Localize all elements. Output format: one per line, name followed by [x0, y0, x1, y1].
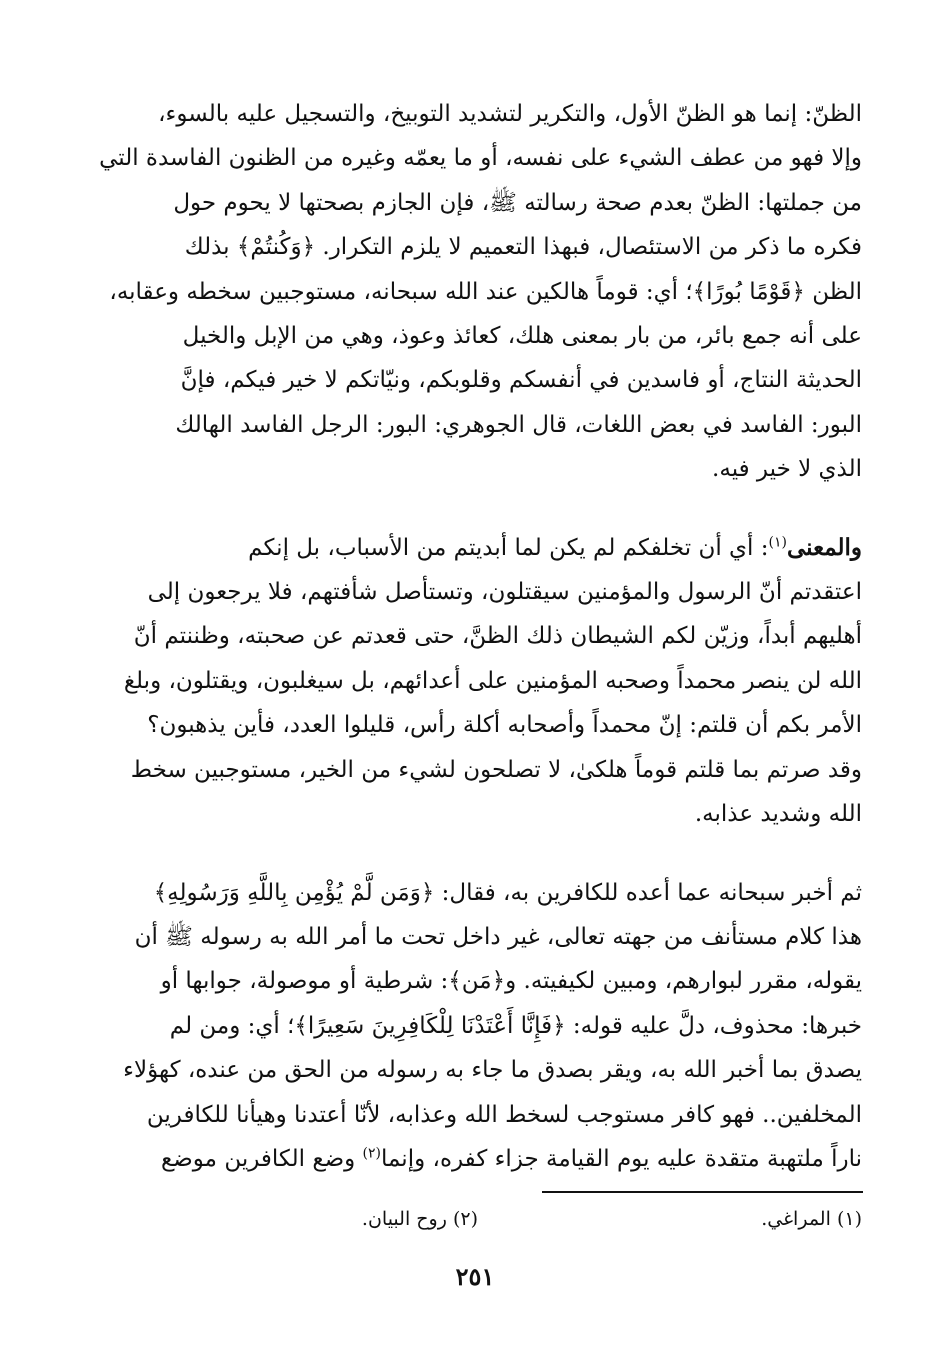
text-line: يصدق بما أخبر الله به، ويقر بصدق ما جاء به رسوله من الحق من عنده، كهؤلاء: [123, 1057, 862, 1084]
text-line: اعتقدتم أنّ الرسول والمؤمنين سيقتلون، وتستأصل شأفتهم، فلا يرجعون إلى: [147, 579, 862, 606]
text-line: فكره ما ذكر من الاستئصال، فبهذا التعميم لا يلزم التكرار. ﴿وَكُنتُمْ﴾ بذلك: [184, 234, 862, 261]
footnote-text: المراغي.: [761, 1208, 831, 1230]
text-line: ثم أخبر سبحانه عما أعده للكافرين به، فقال: ﴿وَمَن لَّمْ يُؤْمِن بِاللَّهِ وَرَسُولِهِ﴾: [153, 879, 862, 906]
text-line: وقد صرتم بما قلتم قوماً هلكىٰ، لا تصلحون لشيء من الخير، مستوجبين سخط: [130, 756, 862, 783]
footnote-ref: (١): [768, 534, 787, 550]
text-line: الله وشديد عذابه.: [694, 801, 862, 828]
paragraph-2: [90, 526, 862, 837]
text-line: المخلفين.. فهو كافر مستوجب لسخط الله وعذابه، لأنّا أعتدنا وهيأنا للكافرين: [146, 1101, 862, 1128]
text-line-first: [90, 526, 862, 570]
footnote-ref: (٢): [362, 1145, 381, 1162]
text-line: البور: الفاسد في بعض اللغات، قال الجوهري: البور: الرجل الفاسد الهالك: [175, 411, 862, 438]
text-line: الحديثة النتاج، أو فاسدين في أنفسكم وقلوبكم، ونيّاتكم لا خير فيكم، فإنَّ: [180, 367, 862, 394]
text-line: هذا كلام مستأنف من جهته تعالى، غير داخل تحت ما أمر الله به رسوله ﷺ أن: [134, 923, 862, 950]
text-line: على أنه جمع بائر، من بار بمعنى هلك، كعائذ وعوذ، وهي من الإبل والخيل: [182, 323, 862, 350]
paragraph-3: [90, 871, 862, 1182]
text-segment: وضع الكافرين موضع: [161, 1145, 363, 1172]
page-number: ٢٥١: [455, 1262, 495, 1291]
text-line: يقوله، مقرر لبوارهم، ومبين لكيفيته. و﴿مَن﴾: شرطية أو موصولة، جوابها أو: [160, 968, 862, 995]
text-line: خبرها: محذوف، دلَّ عليه قوله: ﴿فَإِنَّا أَعْتَدْنَا لِلْكَافِرِينَ سَعِيرًا﴾؛ أي: ومن لم: [169, 1012, 862, 1039]
footnote-1: [761, 1208, 862, 1230]
text-segment: : أي أن تخلفكم لم يكن لما أبديتم من الأسباب، بل إنكم: [248, 534, 769, 561]
text-line: الظن ﴿قَوْمًا بُورًا﴾؛ أي: قوماً هالكين عند الله سبحانه، مستوجبين سخطه وعقابه،: [109, 278, 862, 305]
text-line: الأمر بكم أن قلتم: إنّ محمداً وأصحابه أكلة رأس، قليلوا العدد، فأين يذهبون؟: [147, 712, 862, 739]
text-line: وإلا فهو من عطف الشيء على نفسه، أو ما يعمّه وغيره من الظنون الفاسدة التي: [99, 145, 862, 172]
footnote-divider: [542, 1191, 863, 1193]
footnote-label: (٢): [452, 1208, 478, 1230]
text-line: الله لن ينصر محمداً وصحبه المؤمنين على أعدائهم، بل سيغلبون، ويقتلون، وبلغ: [123, 667, 862, 694]
text-line: الظنّ: إنما هو الظنّ الأول، والتكرير لتشديد التوبيخ، والتسجيل عليه بالسوء،: [158, 101, 862, 127]
main-text: [90, 92, 862, 1181]
paragraph-lead-word: والمعنى: [786, 533, 862, 561]
text-line: من جملتها: الظنّ بعدم صحة رسالته ﷺ، فإن الجازم بصحتها لا يحوم حول: [173, 189, 862, 216]
footnote-2: [362, 1208, 478, 1230]
text-line: أهليهم أبداً، وزيّن لكم الشيطان ذلك الظنَّ، حتى قعدتم عن صحبته، وظننتم أنّ: [133, 623, 862, 650]
text-segment: ناراً ملتهبة متقدة عليه يوم القيامة جزاء كفره، وإنما: [381, 1145, 862, 1172]
text-line: الذي لا خير فيه.: [712, 456, 862, 483]
footnote-text: روح البيان.: [361, 1208, 447, 1230]
footnote-label: (١): [836, 1208, 862, 1230]
text-line-last: [90, 1137, 862, 1181]
paragraph-1: [90, 92, 862, 492]
